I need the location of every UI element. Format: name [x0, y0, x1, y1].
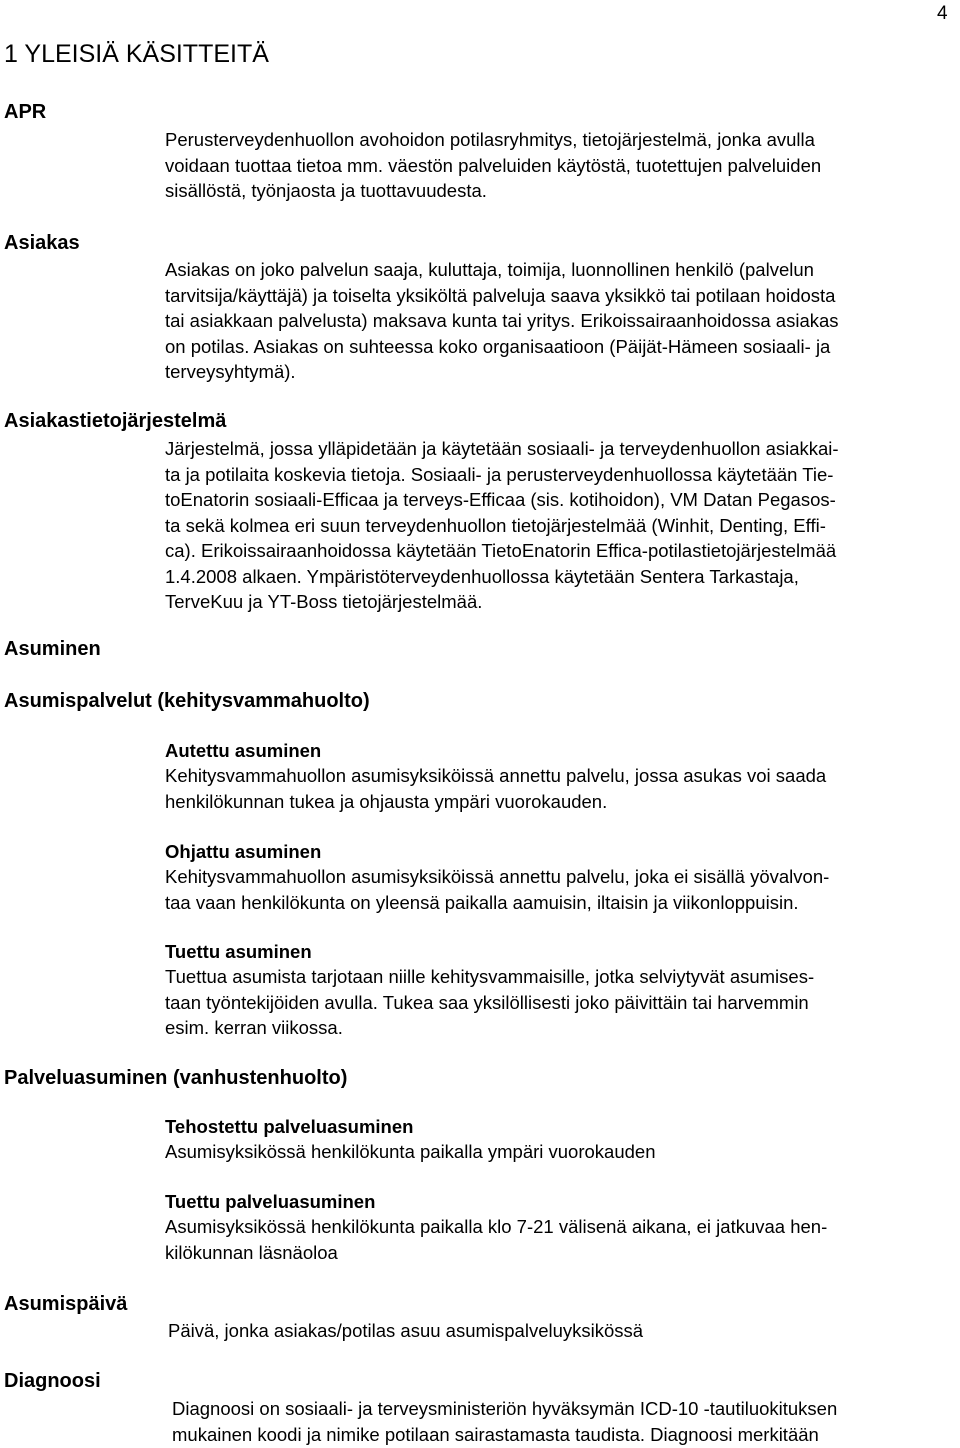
- text-line: tarvitsija/käyttäjä) ja toiselta yksiköltä palveluja saava yksikkö tai potilaan hoidosta: [165, 284, 836, 306]
- definition-apr: [165, 127, 821, 204]
- text-line: henkilökunnan tukea ja ohjausta ympäri vuorokauden.: [165, 790, 608, 812]
- text-line: Järjestelmä, jossa ylläpidetään ja käytetään sosiaali- ja terveydenhuollon asiakkai-: [165, 438, 839, 459]
- text-line: 1.4.2008 alkaen. Ympäristöterveydenhuollossa käytetään Sentera Tarkastaja,: [165, 565, 799, 587]
- text-line: Diagnoosi on sosiaali- ja terveysministeriön hyväksymän ICD-10 -tautiluokituksen: [172, 1398, 838, 1419]
- subterm-tuettu-palveluasuminen: Tuettu palveluasuminen: [165, 1191, 376, 1212]
- text-line: mukainen koodi ja nimike potilaan sairastamasta taudista. Diagnoosi merkitään: [172, 1423, 819, 1445]
- text-line: Perusterveydenhuollon avohoidon potilasryhmitys, tietojärjestelmä, jonka avulla: [165, 129, 815, 150]
- term-apr: APR: [4, 101, 47, 123]
- text-line: Kehitysvammahuollon asumisyksiköissä annettu palvelu, jossa asukas voi saada: [165, 765, 827, 786]
- text-line: ta sekä kolmea eri suun terveydenhuollon tietojärjestelmää (Winhit, Denting, Effi-: [165, 514, 826, 536]
- subterm-tuettu-asuminen: Tuettu asuminen: [165, 941, 312, 962]
- definition-tuettu-asuminen: [165, 964, 814, 1041]
- text-line: taa vaan henkilökunta on yleensä paikalla aamuisin, iltaisin ja viikonloppuisin.: [165, 891, 799, 913]
- term-asiakastietojarjestelma: Asiakastietojärjestelmä: [4, 410, 227, 432]
- definition-asumispaiva: [168, 1318, 643, 1344]
- subterm-autettu-asuminen: Autettu asuminen: [165, 740, 322, 761]
- text-line: tai asiakkaan palvelusta) maksava kunta tai yritys. Erikoissairaanhoidossa asiakas: [165, 310, 839, 331]
- term-asumispaiva: Asumispäivä: [4, 1293, 128, 1315]
- chapter-title: 1 YLEISIÄ KÄSITTEITÄ: [4, 40, 269, 68]
- text-line: Kehitysvammahuollon asumisyksiköissä annettu palvelu, joka ei sisällä yövalvon-: [165, 866, 830, 887]
- term-palveluasuminen: Palveluasuminen (vanhustenhuolto): [4, 1067, 348, 1089]
- subterm-ohjattu-asuminen: Ohjattu asuminen: [165, 841, 322, 862]
- definition-autettu-asuminen: [165, 763, 826, 814]
- text-line: ta ja potilaita koskevia tietoja. Sosiaali- ja perusterveydenhuollossa käytetään Tie-: [165, 463, 834, 485]
- text-line: Asiakas on joko palvelun saaja, kuluttaja, toimija, luonnollinen henkilö (palvelun: [165, 259, 814, 280]
- text-line: Asumisyksikössä henkilökunta paikalla ympäri vuorokauden: [165, 1141, 656, 1162]
- text-line: terveysyhtymä).: [165, 361, 296, 382]
- term-asumispalvelut: Asumispalvelut (kehitysvammahuolto): [4, 690, 370, 712]
- definition-asiakastietojarjestelma: [165, 436, 839, 615]
- text-line: voidaan tuottaa tietoa mm. väestön palveluiden käytöstä, tuotettujen palveluiden: [165, 154, 822, 176]
- definition-tuettu-palveluasuminen: [165, 1214, 827, 1265]
- text-line: esim. kerran viikossa.: [165, 1017, 343, 1038]
- subterm-tehostettu-palveluasuminen: Tehostettu palveluasuminen: [165, 1116, 414, 1137]
- definition-asiakas: [165, 257, 839, 385]
- term-asuminen: Asuminen: [4, 638, 101, 660]
- term-diagnoosi: Diagnoosi: [4, 1370, 101, 1392]
- text-line: Asumisyksikössä henkilökunta paikalla klo 7-21 välisenä aikana, ei jatkuvaa hen-: [165, 1216, 828, 1237]
- text-line: kilökunnan läsnäoloa: [165, 1241, 338, 1263]
- page-number: 4: [937, 3, 948, 24]
- text-line: Tuettua asumista tarjotaan niille kehitysvammaisille, jotka selviytyvät asumises-: [165, 966, 815, 987]
- text-line: taan työntekijöiden avulla. Tukea saa yksilöllisesti joko päivittäin tai harvemmin: [165, 991, 809, 1013]
- text-line: on potilas. Asiakas on suhteessa koko organisaatioon (Päijät-Hämeen sosiaali- ja: [165, 335, 831, 357]
- definition-ohjattu-asuminen: [165, 864, 829, 915]
- definition-tehostettu-palveluasuminen: [165, 1139, 656, 1165]
- text-line: sisällöstä, työnjaosta ja tuottavuudesta.: [165, 180, 487, 201]
- text-line: TerveKuu ja YT-Boss tietojärjestelmää.: [165, 591, 483, 612]
- text-line: toEnatorin sosiaali-Efficaa ja terveys-Efficaa (sis. kotihoidon), VM Datan Pegasos-: [165, 489, 836, 510]
- text-line: Päivä, jonka asiakas/potilas asuu asumispalveluyksikössä: [168, 1320, 644, 1341]
- text-line: ca). Erikoissairaanhoidossa käytetään TietoEnatorin Effica-potilastietojärjestelmää: [165, 540, 837, 561]
- term-asiakas: Asiakas: [4, 232, 80, 254]
- definition-diagnoosi: [172, 1396, 837, 1447]
